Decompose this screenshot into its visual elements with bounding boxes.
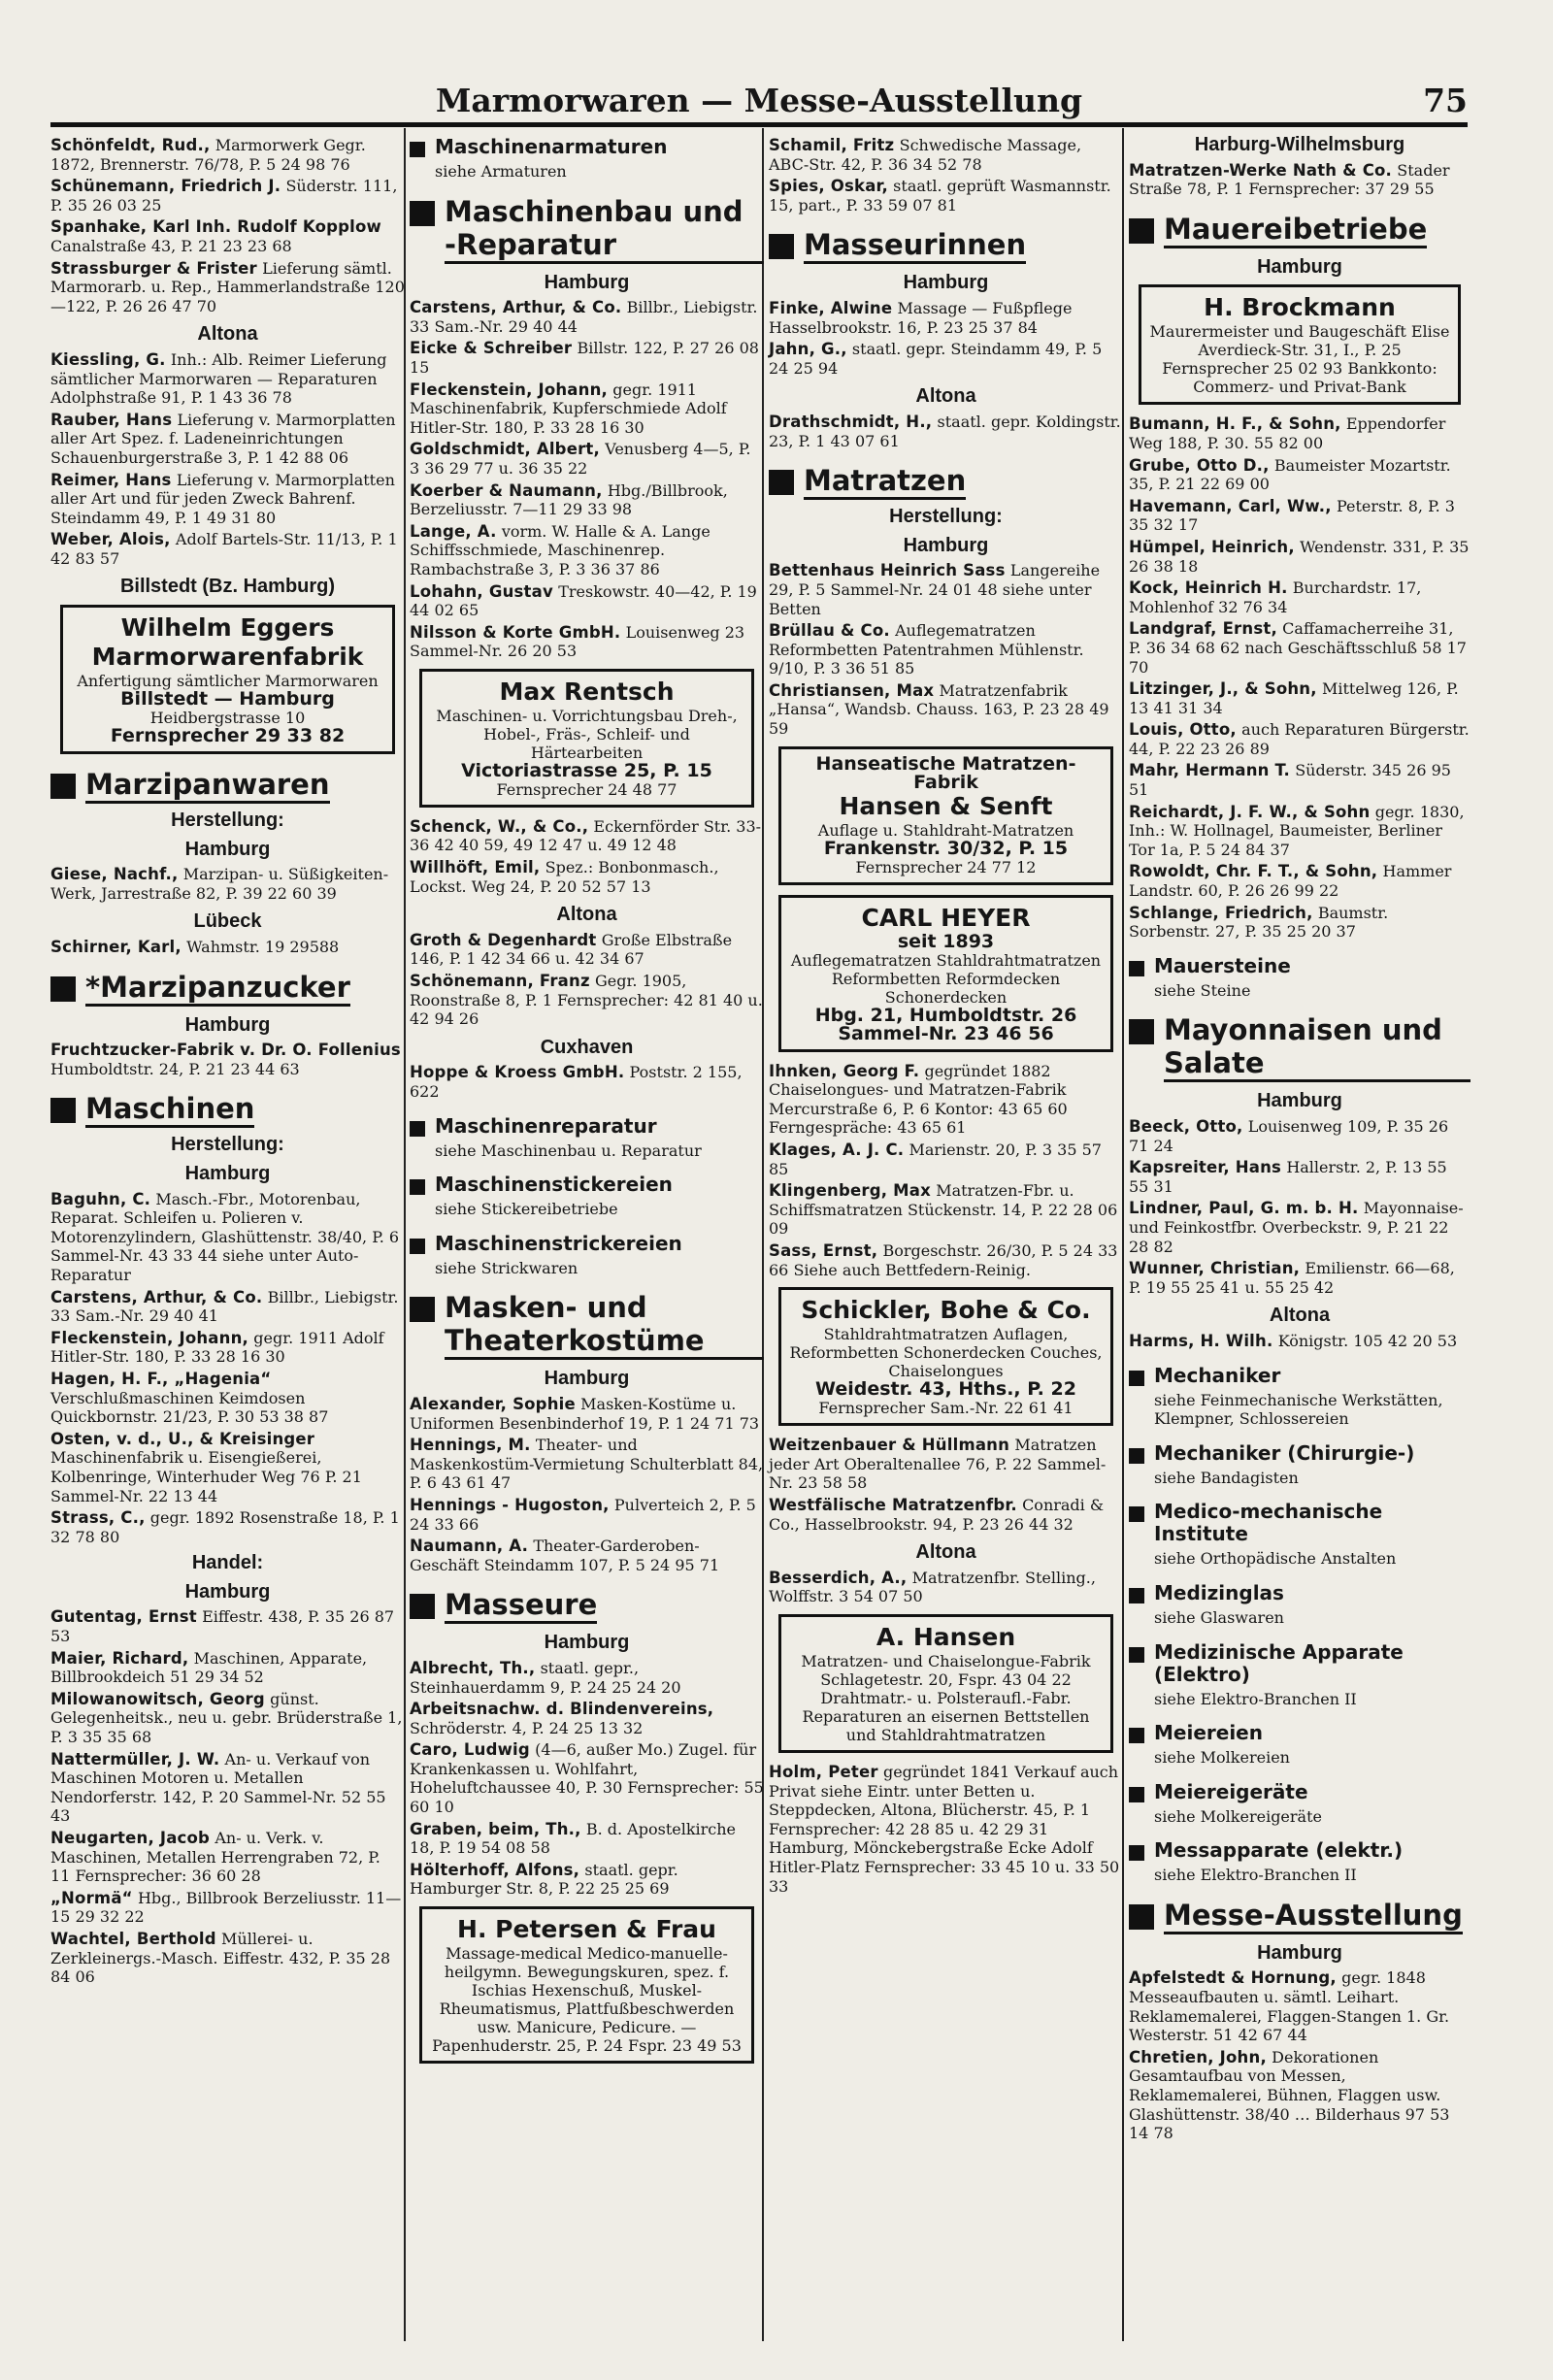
section-heading: Medizinische Apparate (Elektro) [1129, 1641, 1470, 1686]
ad-text: Auflegematratzen Stahldrahtmatratzen Reformbetten Reformdecken Schonerdecken [790, 950, 1102, 1007]
section-heading: Maschinenstickereien [410, 1173, 764, 1196]
listing-entry: Neugarten, Jacob An- u. Verk. v. Maschinen, Metallen Herrengraben 72, P. 11 Fernsprecher: 36 60 28 [50, 1829, 380, 1886]
section-heading: Mechaniker (Chirurgie-) [1129, 1442, 1470, 1465]
ad-text: Hbg. 21, Humboldtstr. 26 [814, 1004, 1077, 1026]
bullet-square-icon [410, 1121, 425, 1137]
listing-entry: Kock, Heinrich H. Burchardstr. 17, Mohlenhof 32 76 34 [1129, 578, 1422, 616]
city-heading: Hamburg [184, 1580, 271, 1603]
subheading: Herstellung: [889, 506, 1003, 528]
ad-text: Frankenstr. 30/32, P. 15 [823, 837, 1069, 859]
advertisement-box [778, 895, 1113, 1052]
listing-entry: „Normä“ Hbg., Billbrook Berzeliusstr. 11—15 29 32 22 [50, 1888, 402, 1927]
column-1 [50, 136, 405, 1990]
cross-reference: siehe Maschinenbau u. Reparatur [435, 1140, 702, 1160]
advertisement-box [778, 746, 1113, 885]
listing-entry: Nilsson & Korte GmbH. Louisenweg 23 Sammel-Nr. 26 20 53 [410, 622, 745, 661]
listing-entry: Nattermüller, J. W. An- u. Verkauf von Maschinen Motoren u. Metallen Nendorferstr. 142, P. 20 Sammel-Nr. 52 55 43 [50, 1749, 386, 1826]
listing-entry: Schirner, Karl, Wahmstr. 19 29588 [50, 938, 340, 957]
city-heading: Hamburg [184, 1163, 271, 1184]
listing-entry: Westfälische Matratzenfbr. Conradi & Co., Hasselbrookstr. 94, P. 23 26 44 32 [769, 1495, 1105, 1534]
cross-reference: siehe Steine [1154, 980, 1251, 1000]
bullet-square-icon [1129, 1647, 1144, 1663]
bullet-square-icon [410, 1297, 435, 1322]
listing-entry: Naumann, A. Theater-Garderoben-Geschäft Steindamm 107, P. 5 24 95 71 [410, 1537, 720, 1574]
cross-reference: siehe Elektro-Branchen II [1154, 1689, 1357, 1708]
advertisement-box [778, 1287, 1113, 1426]
listing-entry: Brüllau & Co. Auflegematratzen Reformbetten Patentrahmen Mühlenstr. 9/10, P. 3 36 51 85 [769, 621, 1084, 678]
advertisement-box [1139, 284, 1461, 405]
section-heading: Mauersteine [1129, 955, 1470, 977]
advertisement-box [419, 1906, 754, 2064]
ad-text: Auflage u. Stahldraht-Matratzen [817, 820, 1074, 840]
listing-entry: Louis, Otto, auch Reparaturen Bürgerstr. 44, P. 22 23 26 89 [1129, 720, 1470, 758]
city-heading: Hamburg [544, 271, 630, 293]
ad-title: Hanseatische Matratzen-Fabrik [815, 752, 1076, 793]
listing-entry: Beeck, Otto, Louisenweg 109, P. 35 26 71 24 [1129, 1117, 1449, 1155]
cross-reference: siehe Armaturen [435, 162, 567, 181]
section-heading: Mechaniker [1129, 1365, 1470, 1387]
section-heading: Maschinenbau und -Reparatur [410, 195, 764, 264]
listing-entry: Giese, Nachf., Marzipan- u. Süßigkeiten-Werk, Jarrestraße 82, P. 39 22 60 39 [50, 865, 389, 903]
cross-reference: siehe Orthopädische Anstalten [1154, 1549, 1397, 1569]
city-heading: Billstedt (Bz. Hamburg) [119, 576, 336, 598]
listing-entry: Weber, Alois, Adolf Bartels-Str. 11/13, P. 1 42 83 57 [50, 530, 398, 568]
page-header [50, 82, 1468, 120]
ad-text: Schlagetestr. 20, Fspr. 43 04 22 Drahtmatr.- u. Polsteraufl.-Fabr. Reparaturen an eisernen Bettstellen und Stahldrahtmatratzen [802, 1669, 1090, 1744]
ad-phone: Sammel-Nr. 23 46 56 [838, 1022, 1054, 1044]
listing-entry: Lange, A. vorm. W. Halle & A. Lange Schiffsschmiede, Maschinenrep. Rambachstraße 3, P. 3 36 37 86 [410, 521, 710, 578]
listing-entry: Finke, Alwine Massage — Fußpflege Hasselbrookstr. 16, P. 23 25 37 84 [769, 298, 1073, 337]
section-heading: Masken- und Theaterkostüme [410, 1291, 764, 1360]
listing-entry: Schönfeldt, Rud., Marmorwerk Gegr. 1872, Brennerstr. 76/78, P. 5 24 98 76 [50, 136, 366, 174]
ad-text: Victoriastrasse 25, P. 15 [461, 759, 712, 781]
bullet-square-icon [1129, 1019, 1154, 1044]
listing-entry: Lindner, Paul, G. m. b. H. Mayonnaise- und Feinkostfbr. Overbeckstr. 9, P. 21 22 28 82 [1129, 1199, 1464, 1256]
listing-entry: Carstens, Arthur, & Co. Billbr., Liebigstr. 33 Sam.-Nr. 29 40 44 [410, 298, 758, 336]
listing-entry: Kiessling, G. Inh.: Alb. Reimer Lieferung sämtlicher Marmorwaren — Reparaturen Adolphstraße 91, P. 1 43 36 78 [50, 349, 387, 408]
subheading: Handel: [191, 1552, 264, 1574]
listing-entry: Albrecht, Th., staatl. gepr., Steinhauerdamm 9, P. 24 25 24 20 [410, 1658, 681, 1697]
listing-entry: Hoppe & Kroess GmbH. Poststr. 2 155, 622 [410, 1063, 743, 1101]
ad-phone: Fernsprecher 24 77 12 [855, 857, 1037, 876]
section-heading: Mauereibetriebe [1129, 213, 1470, 248]
listing-entry: Goldschmidt, Albert, Venusberg 4—5, P. 3 36 29 77 u. 36 35 22 [410, 440, 751, 478]
ad-title: H. Brockmann [1204, 293, 1396, 322]
listing-entry: Harms, H. Wilh. Königstr. 105 42 20 53 [1129, 1331, 1458, 1350]
city-heading: Altona [1269, 1305, 1331, 1327]
column-2 [410, 136, 764, 2073]
cross-reference: siehe Stickereibetriebe [435, 1200, 618, 1219]
ad-title: CARL HEYER [861, 903, 1031, 932]
advertisement-box [778, 1614, 1113, 1753]
cross-reference: siehe Feinmechanische Werkstätten, Klempner, Schlossereien [1154, 1390, 1443, 1429]
section-heading: Maschinenarmaturen [410, 136, 764, 158]
bullet-square-icon [1129, 1728, 1144, 1743]
bullet-square-icon [410, 1239, 425, 1254]
ad-text: Stahldrahtmatratzen Auflagen, Reformbetten Schonerdecken Couches, Chaiselongues [789, 1325, 1103, 1381]
city-heading: Hamburg [184, 838, 271, 860]
ad-title: A. Hansen [876, 1622, 1016, 1651]
listing-entry: Jahn, G., staatl. gepr. Steindamm 49, P. 5 24 25 94 [769, 340, 1103, 378]
section-heading: Masseure [410, 1588, 764, 1624]
ad-text: Maschinen- u. Vorrichtungsbau Dreh-, Hobel-, Fräs-, Schleif- und Härtearbeiten [436, 706, 738, 762]
city-heading: Hamburg [903, 272, 989, 294]
city-heading: Cuxhaven [540, 1036, 634, 1058]
ad-phone: Fernsprecher 24 48 77 [496, 779, 677, 799]
listing-entry: Alexander, Sophie Masken-Kostüme u. Uniformen Besenbinderhof 19, P. 1 24 71 73 [410, 1394, 760, 1433]
city-heading: Hamburg [1257, 255, 1342, 278]
listing-entry: Apfelstedt & Hornung, gegr. 1848 Messeaufbauten u. sämtl. Leihart. Reklamemalerei, Flaggen-Stangen 1. Gr. Westerstr. 51 42 67 44 [1129, 1968, 1450, 2045]
listing-entry: Reimer, Hans Lieferung v. Marmorplatten aller Art und für jeden Zweck Bahrenf. Steindamm 49, P. 1 49 31 80 [50, 470, 395, 527]
listing-entry: Christiansen, Max Matratzenfabrik „Hansa“, Wandsb. Chauss. 163, P. 23 28 49 59 [769, 680, 1109, 739]
listing-entry: Reichardt, J. F. W., & Sohn gegr. 1830, Inh.: W. Hollnagel, Baumeister, Berliner Tor 1a, P. 5 24 84 37 [1129, 802, 1465, 859]
listing-entry: Chretien, John, Dekorationen Gesamtaufbau von Messen, Reklamemalerei, Bühnen, Flaggen usw. Glashüttenstr. 38/40 … Bilderhaus 97 53 14 78 [1129, 2047, 1450, 2143]
section-heading: Matratzen [769, 464, 1123, 500]
section-heading: *Marzipanzucker [50, 971, 405, 1007]
section-heading: Meiereien [1129, 1722, 1470, 1744]
column-4 [1129, 136, 1470, 2146]
section-heading: Maschinenreparatur [410, 1115, 764, 1138]
ad-phone: Fernsprecher Sam.-Nr. 22 61 41 [818, 1399, 1074, 1418]
bullet-square-icon [50, 1098, 76, 1123]
listing-entry: Weitzenbauer & Hüllmann Matratzen jeder Art Oberaltenallee 76, P. 22 Sammel-Nr. 23 58 58 [769, 1436, 1107, 1493]
running-title: Marmorwaren — Messe-Ausstellung [435, 82, 1083, 119]
listing-entry: Willhöft, Emil, Spez.: Bonbonmasch., Lockst. Weg 24, P. 20 52 57 13 [410, 858, 719, 896]
ad-title: Hansen & Senft [839, 791, 1053, 820]
listing-entry: Havemann, Carl, Ww., Peterstr. 8, P. 3 35 32 17 [1129, 496, 1455, 535]
listing-entry: Fleckenstein, Johann, gegr. 1911 Maschinenfabrik, Kupferschmiede Adolf Hitler-Str. 180, P. 33 28 16 30 [410, 380, 727, 437]
cross-reference: siehe Strickwaren [435, 1258, 578, 1277]
listing-entry: Schenck, W., & Co., Eckernförder Str. 33-36 42 40 59, 49 12 47 u. 49 12 48 [410, 816, 762, 855]
bullet-square-icon [1129, 1588, 1144, 1603]
city-heading: Hamburg [544, 1632, 630, 1654]
listing-entry: Bettenhaus Heinrich Sass Langereihe 29, P. 5 Sammel-Nr. 24 01 48 siehe unter Betten [769, 561, 1101, 618]
listing-entry: Hagen, H. F., „Hagenia“ Verschlußmaschinen Keimdosen Quickbornstr. 21/23, P. 30 53 38 87 [50, 1369, 329, 1427]
ad-text: Anfertigung sämtlicher Marmorwaren [77, 672, 379, 691]
listing-entry: Grube, Otto D., Baumeister Mozartstr. 35, P. 21 22 69 00 [1129, 455, 1451, 494]
ad-title: Max Rentsch [499, 677, 675, 706]
bullet-square-icon [1129, 1448, 1144, 1464]
listing-entry: Rowoldt, Chr. F. T., & Sohn, Hammer Landstr. 60, P. 26 26 99 22 [1129, 862, 1452, 901]
ad-text: Billstedt — Hamburg [120, 688, 335, 711]
subheading: Herstellung: [171, 1134, 284, 1156]
city-heading: Hamburg [1257, 1941, 1342, 1964]
listing-entry: Caro, Ludwig (4—6, außer Mo.) Zugel. für Krankenkassen u. Wohlfahrt, Hoheluftchaussee 40, P. 30 Fernsprecher: 55 60 10 [410, 1740, 764, 1817]
listing-entry: Arbeitsnachw. d. Blindenvereins, Schröderstr. 4, P. 24 25 13 32 [410, 1700, 714, 1737]
listing-entry: Sass, Ernst, Borgeschstr. 26/30, P. 5 24 33 66 Siehe auch Bettfedern-Reinig. [769, 1241, 1118, 1279]
listing-entry: Kapsreiter, Hans Hallerstr. 2, P. 13 55 55 31 [1129, 1158, 1447, 1196]
ad-title: Schickler, Bohe & Co. [801, 1296, 1091, 1325]
cross-reference: siehe Molkereigeräte [1154, 1806, 1322, 1826]
bullet-square-icon [410, 201, 435, 226]
ad-text: Weidestr. 43, Hths., P. 22 [815, 1378, 1076, 1401]
bullet-square-icon [410, 1594, 435, 1619]
cross-reference: siehe Bandagisten [1154, 1468, 1299, 1487]
subheading: Herstellung: [171, 810, 284, 832]
bullet-square-icon [50, 774, 76, 799]
listing-entry: Osten, v. d., U., & Kreisinger Maschinenfabrik u. Eisengießerei, Kolbenringe, Winterhuder Weg 76 P. 21 Sammel-Nr. 22 13 44 [50, 1429, 362, 1505]
listing-entry: Besserdich, A., Matratzenfbr. Stelling., Wolffstr. 3 54 07 50 [769, 1568, 1096, 1606]
listing-entry: Schamil, Fritz Schwedische Massage, ABC-Str. 42, P. 36 34 52 78 [769, 136, 1082, 174]
page-number: 75 [1423, 82, 1468, 119]
listing-entry: Strass, C., gegr. 1892 Rosenstraße 18, P. 1 32 78 80 [50, 1508, 400, 1546]
city-heading: Altona [197, 323, 258, 346]
listing-entry: Fleckenstein, Johann, gegr. 1911 Adolf Hitler-Str. 180, P. 33 28 16 30 [50, 1328, 384, 1367]
listing-entry: Klingenberg, Max Matratzen-Fbr. u. Schiffsmatratzen Stückenstr. 14, P. 22 28 06 09 [769, 1181, 1118, 1239]
city-heading: Hamburg [544, 1368, 630, 1390]
city-heading: Altona [556, 904, 617, 926]
section-heading: Messapparate (elektr.) [1129, 1839, 1470, 1862]
header-rule [50, 122, 1468, 127]
section-heading: Masseurinnen [769, 228, 1123, 264]
ad-text: Maurermeister und Baugeschäft Elise Averdieck-Str. 31, I., P. 25 Fernsprecher 25 02 93 Bankkonto: Commerz- und Privat-Bank [1149, 322, 1450, 397]
cross-reference: siehe Molkereien [1154, 1748, 1290, 1768]
listing-entry: Spanhake, Karl Inh. Rudolf Kopplow Canalstraße 43, P. 21 23 23 68 [50, 217, 381, 255]
listing-entry: Hennings - Hugoston, Pulverteich 2, P. 5 24 33 66 [410, 1495, 756, 1534]
listing-entry: Koerber & Naumann, Hbg./Billbrook, Berzeliusstr. 7—11 29 33 98 [410, 480, 728, 519]
listing-entry: Ihnken, Georg F. gegründet 1882 Chaiselongues- und Matratzen-Fabrik Mercurstraße 6, P. 6 Kontor: 43 65 60 Ferngespräche: 43 65 61 [769, 1061, 1068, 1138]
section-heading: Maschinen [50, 1092, 405, 1128]
cross-reference: siehe Glaswaren [1154, 1607, 1284, 1627]
city-heading: Lübeck [193, 910, 262, 933]
city-heading: Altona [915, 1541, 976, 1564]
ad-phone: Fernsprecher 29 33 82 [110, 725, 346, 747]
listing-entry: Spies, Oskar, staatl. geprüft Wasmannstr. 15, part., P. 33 59 07 81 [769, 177, 1111, 215]
listing-entry: Rauber, Hans Lieferung v. Marmorplatten aller Art Spez. f. Ladeneinrichtungen Schauenburgerstraße 3, P. 1 42 88 06 [50, 410, 396, 467]
section-heading: Meiereigeräte [1129, 1781, 1470, 1803]
bullet-square-icon [1129, 1787, 1144, 1802]
section-heading: Medico-mechanische Institute [1129, 1501, 1470, 1545]
listing-entry: Milowanowitsch, Georg günst. Gelegenheitsk., neu u. gebr. Brüderstraße 1, P. 3 35 35 68 [50, 1689, 403, 1747]
section-heading: Medizinglas [1129, 1582, 1470, 1604]
listing-entry: Gutentag, Ernst Eiffestr. 438, P. 35 26 87 53 [50, 1607, 395, 1646]
listing-entry: Landgraf, Ernst, Caffamacherreihe 31, P. 36 34 68 62 nach Geschäftsschluß 58 17 70 [1129, 619, 1467, 677]
section-heading: Marzipanwaren [50, 768, 405, 804]
listing-entry: Wunner, Christian, Emilienstr. 66—68, P. 19 55 25 41 u. 55 25 42 [1129, 1259, 1455, 1297]
bullet-square-icon [1129, 1371, 1144, 1386]
section-heading: Mayonnaisen und Salate [1129, 1013, 1470, 1082]
column-3 [769, 136, 1123, 1899]
ad-title: H. Petersen & Frau [457, 1915, 716, 1944]
listing-entry: Fruchtzucker-Fabrik v. Dr. O. Follenius Humboldtstr. 24, P. 21 23 44 63 [50, 1041, 401, 1078]
bullet-square-icon [50, 976, 76, 1002]
bullet-square-icon [1129, 1506, 1144, 1522]
bullet-square-icon [1129, 218, 1154, 244]
listing-entry: Matratzen-Werke Nath & Co. Stader Straße 78, P. 1 Fernsprecher: 37 29 55 [1129, 160, 1450, 199]
city-heading: Hamburg [1257, 1090, 1342, 1112]
bullet-square-icon [1129, 1904, 1154, 1930]
listing-entry: Baguhn, C. Masch.-Fbr., Motorenbau, Reparat. Schleifen u. Polieren v. Motorenzylindern, Glashüttenstr. 38/40, P. 6 Sammel-Nr. 43 33 44 siehe unter Auto-Reparatur [50, 1189, 400, 1284]
listing-entry: Schönemann, Franz Gegr. 1905, Roonstraße 8, P. 1 Fernsprecher: 42 81 40 u. 42 94 26 [410, 972, 763, 1029]
advertisement-box [60, 605, 395, 754]
listing-entry: Strassburger & Frister Lieferung sämtl. Marmorarb. u. Rep., Hammerlandstraße 120—122, P. 26 26 47 70 [50, 258, 405, 315]
city-heading: Hamburg [903, 534, 989, 556]
listing-entry: Carstens, Arthur, & Co. Billbr., Liebigstr. 33 Sam.-Nr. 29 40 41 [50, 1287, 399, 1326]
listing-entry: Hölterhoff, Alfons, staatl. gepr. Hamburger Str. 8, P. 22 25 25 69 [410, 1860, 678, 1899]
ad-text: Matratzen- und Chaiselongue-Fabrik [801, 1651, 1091, 1670]
bullet-square-icon [1129, 961, 1144, 976]
listing-entry: Mahr, Hermann T. Süderstr. 345 26 95 51 [1129, 761, 1451, 800]
cross-reference: siehe Elektro-Branchen II [1154, 1866, 1357, 1885]
listing-entry: Hennings, M. Theater- und Maskenkostüm-Vermietung Schulterblatt 84, P. 6 43 61 47 [410, 1436, 764, 1493]
listing-entry: Litzinger, J., & Sohn, Mittelweg 126, P. 13 41 31 34 [1129, 679, 1459, 717]
listing-entry: Hümpel, Heinrich, Wendenstr. 331, P. 35 26 38 18 [1129, 537, 1470, 576]
listing-entry: Groth & Degenhardt Große Elbstraße 146, P. 1 42 34 66 u. 42 34 67 [410, 930, 733, 969]
section-heading: Messe-Ausstellung [1129, 1899, 1470, 1934]
listing-entry: Eicke & Schreiber Billstr. 122, P. 27 26 08 15 [410, 339, 759, 377]
bullet-square-icon [410, 142, 425, 157]
ad-text: seit 1893 [897, 930, 995, 952]
city-heading: Harburg-Wilhelmsburg [1194, 134, 1405, 155]
listing-entry: Wachtel, Berthold Müllerei- u. Zerkleinergs.-Masch. Eiffestr. 432, P. 35 28 84 06 [50, 1929, 391, 1987]
bullet-square-icon [1129, 1845, 1144, 1861]
section-heading: Maschinenstrickereien [410, 1233, 764, 1255]
listing-entry: Drathschmidt, H., staatl. gepr. Koldingstr. 23, P. 1 43 07 61 [769, 412, 1121, 450]
ad-title: Wilhelm Eggers Marmorwarenfabrik [91, 613, 364, 672]
advertisement-box [419, 669, 754, 808]
listing-entry: Holm, Peter gegründet 1841 Verkauf auch Privat siehe Eintr. unter Betten u. Steppdecken, Altona, Blücherstr. 45, P. 1 Fernsprecher: 42 28 85 u. 42 29 31 Hamburg, Mönckebergstraße Ecke Adolf Hitler-Platz Fernsprecher: 33 45 10 u. 33 50 33 [769, 1762, 1120, 1896]
city-heading: Hamburg [184, 1013, 271, 1036]
listing-entry: Bumann, H. F., & Sohn, Eppendorfer Weg 188, P. 30. 55 82 00 [1129, 414, 1446, 452]
city-heading: Altona [915, 385, 976, 408]
ad-text: Heidbergstrasse 10 [149, 709, 306, 728]
listing-entry: Schlange, Friedrich, Baumstr. Sorbenstr. 27, P. 35 25 20 37 [1129, 903, 1389, 942]
bullet-square-icon [410, 1179, 425, 1195]
listing-entry: Schünemann, Friedrich J. Süderstr. 111, P. 35 26 03 25 [50, 177, 398, 215]
listing-entry: Graben, beim, Th., B. d. Apostelkirche 18, P. 19 54 08 58 [410, 1819, 737, 1858]
bullet-square-icon [769, 234, 794, 259]
listing-entry: Maier, Richard, Maschinen, Apparate, Billbrookdeich 51 29 34 52 [50, 1648, 368, 1687]
listing-entry: Lohahn, Gustav Treskowstr. 40—42, P. 19 44 02 65 [410, 581, 757, 620]
listing-entry: Klages, A. J. C. Marienstr. 20, P. 3 35 57 85 [769, 1140, 1102, 1178]
ad-text: Massage-medical Medico-manuelle-heilgymn. Bewegungskuren, spez. f. Ischias Hexenschuß, Muskel-Rheumatismus, Plattfußbeschwerden usw. Manicure, Pedicure. — Papenhuderstr. 25, P. 24 Fspr. 23 49 53 [432, 1944, 742, 2056]
bullet-square-icon [769, 470, 794, 495]
